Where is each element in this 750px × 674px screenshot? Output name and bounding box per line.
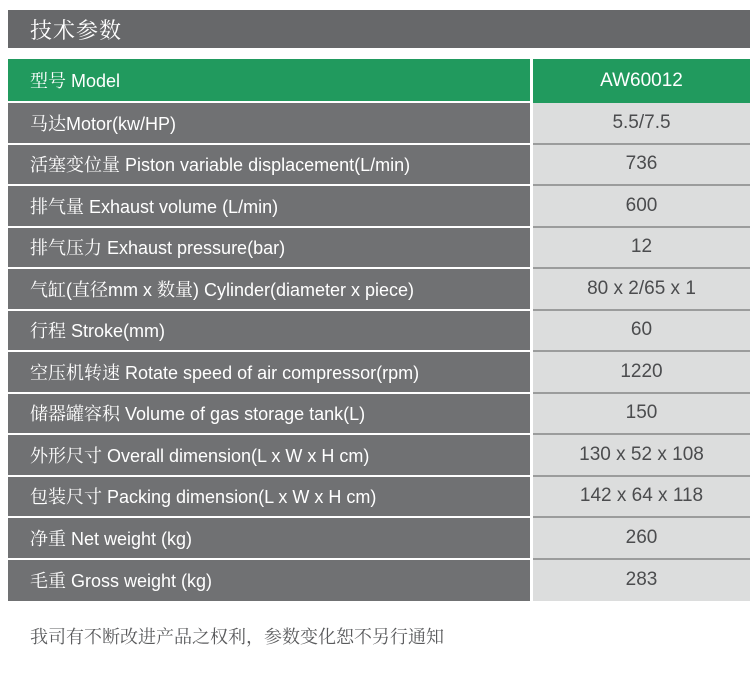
- table-row: [8, 186, 750, 228]
- table-row: [8, 394, 750, 436]
- spec-table: [8, 59, 750, 601]
- spec-label: 气缸(直径mm x 数量) Cylinder(diameter x piece): [8, 269, 530, 311]
- model-value: AW60012: [533, 59, 750, 103]
- spec-value: 5.5/7.5: [533, 103, 750, 145]
- spec-value: 60: [533, 311, 750, 353]
- table-header-row: [8, 59, 750, 103]
- table-row: [8, 103, 750, 145]
- spec-label: 包装尺寸 Packing dimension(L x W x H cm): [8, 477, 530, 519]
- spec-value: 150: [533, 394, 750, 436]
- section-title: 技术参数: [30, 17, 123, 43]
- spec-label: 空压机转速 Rotate speed of air compressor(rpm): [8, 352, 530, 394]
- spec-sheet: [8, 10, 750, 649]
- spec-value: 736: [533, 145, 750, 187]
- section-title-bar: [8, 10, 750, 48]
- spec-label: 行程 Stroke(mm): [8, 311, 530, 353]
- spec-label: 毛重 Gross weight (kg): [8, 560, 530, 602]
- spec-label: 净重 Net weight (kg): [8, 518, 530, 560]
- spec-value: 12: [533, 228, 750, 270]
- spec-value: 600: [533, 186, 750, 228]
- table-row: [8, 228, 750, 270]
- spec-value: 142 x 64 x 118: [533, 477, 750, 519]
- table-row: [8, 269, 750, 311]
- spec-label: 马达Motor(kw/HP): [8, 103, 530, 145]
- spec-value: 283: [533, 560, 750, 602]
- table-row: [8, 311, 750, 353]
- spec-value: 1220: [533, 352, 750, 394]
- table-row: [8, 352, 750, 394]
- spec-label: 排气量 Exhaust volume (L/min): [8, 186, 530, 228]
- spec-value: 80 x 2/65 x 1: [533, 269, 750, 311]
- spec-value: 130 x 52 x 108: [533, 435, 750, 477]
- spec-label: 储器罐容积 Volume of gas storage tank(L): [8, 394, 530, 436]
- table-row: [8, 518, 750, 560]
- spec-label: 活塞变位量 Piston variable displacement(L/min): [8, 145, 530, 187]
- spec-label: 排气压力 Exhaust pressure(bar): [8, 228, 530, 270]
- model-label: 型号 Model: [8, 59, 530, 103]
- disclaimer-text: 我司有不断改进产品之权利，参数变化恕不另行通知: [30, 627, 444, 647]
- table-row: [8, 435, 750, 477]
- table-row: [8, 560, 750, 602]
- spec-value: 260: [533, 518, 750, 560]
- table-row: [8, 477, 750, 519]
- spec-label: 外形尺寸 Overall dimension(L x W x H cm): [8, 435, 530, 477]
- table-row: [8, 145, 750, 187]
